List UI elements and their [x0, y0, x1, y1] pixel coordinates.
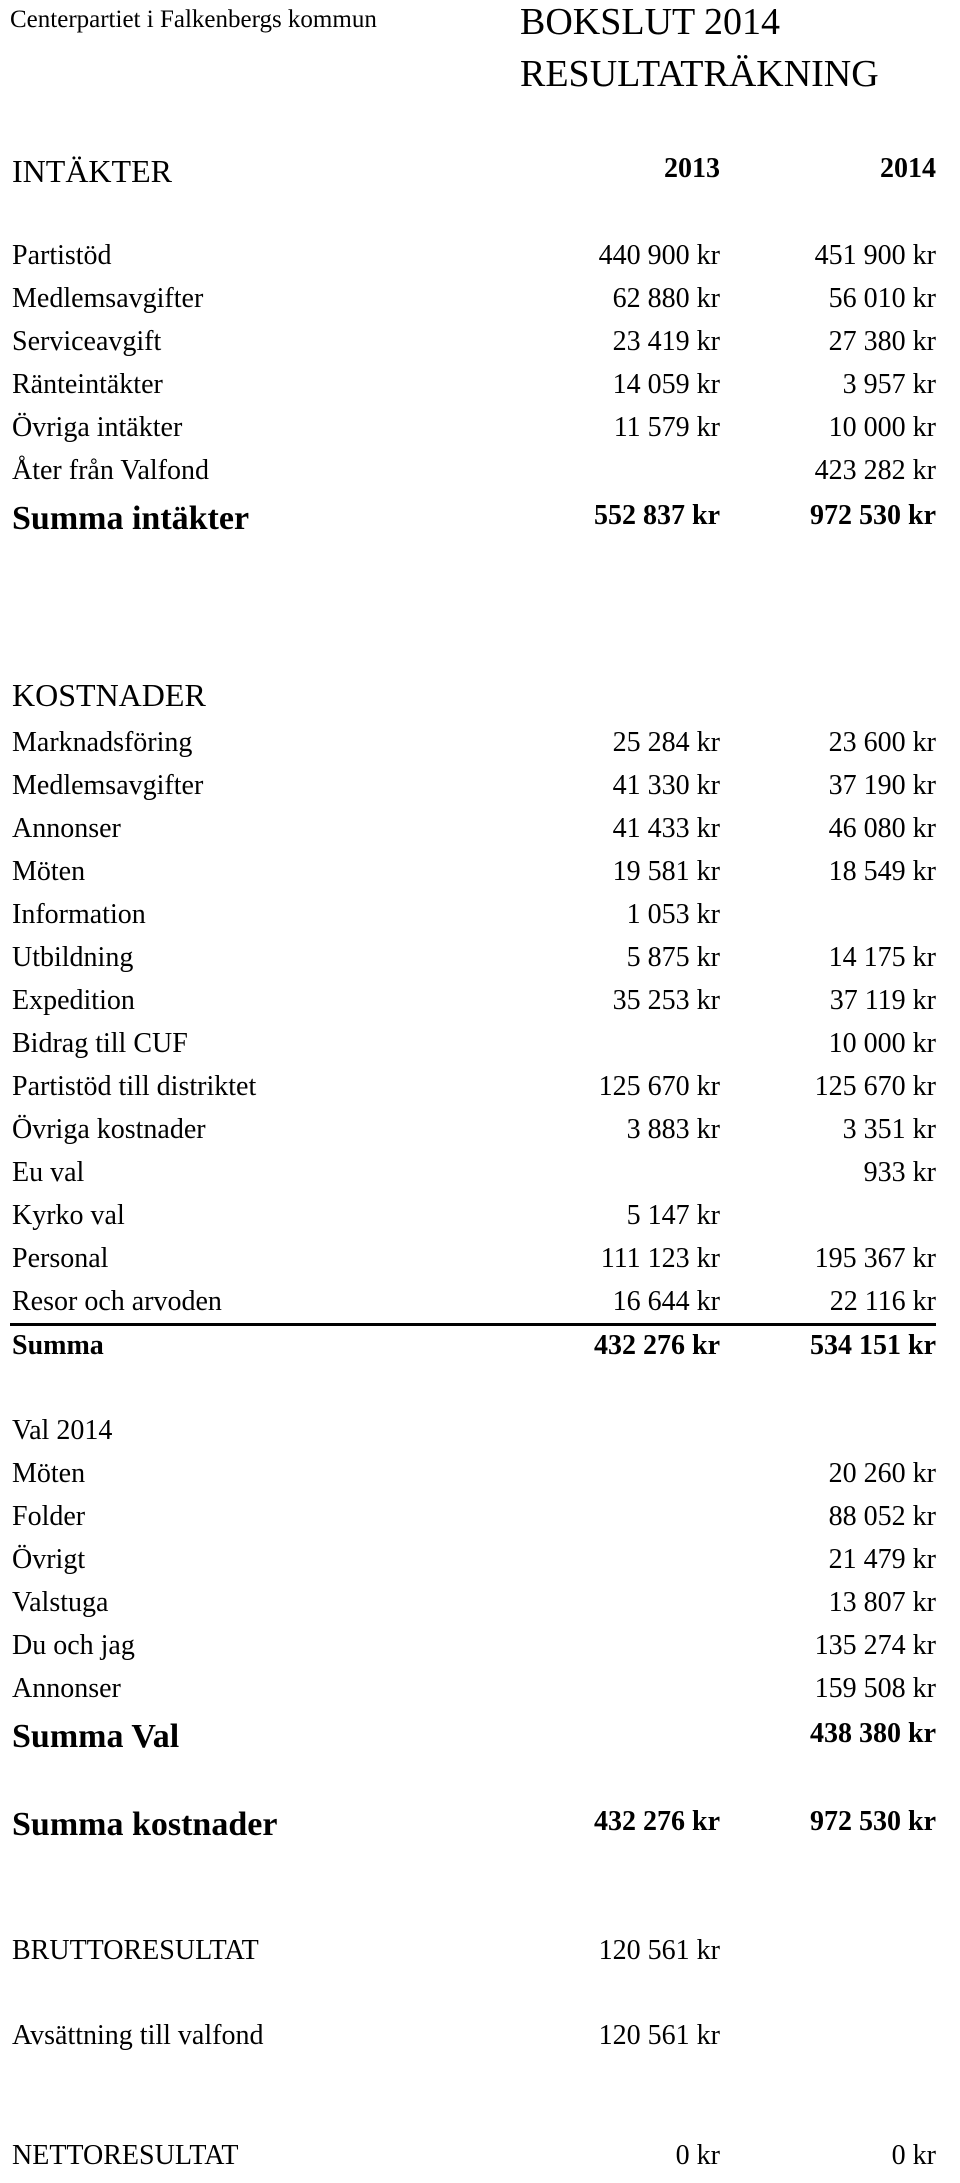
summa-kostnader-subtotal-row [0, 1330, 960, 1373]
row-label: Partistöd [12, 240, 112, 271]
table-row [0, 727, 960, 770]
row-label: Utbildning [12, 942, 134, 973]
value-2013: 432 276 kr [594, 1806, 720, 1837]
row-label: Summa intäkter [12, 500, 250, 537]
value-2013: 1 053 kr [626, 899, 720, 930]
value-2013: 14 059 kr [612, 369, 720, 400]
value-2014: 438 380 kr [810, 1718, 936, 1749]
row-label: Möten [12, 856, 86, 887]
value-2013: 111 123 kr [600, 1243, 720, 1274]
table-row [0, 942, 960, 985]
value-2014: 125 670 kr [814, 1071, 936, 1102]
column-header-2013: 2013 [664, 153, 720, 184]
row-label: Ränteintäkter [12, 369, 163, 400]
value-2014: 534 151 kr [810, 1330, 936, 1361]
value-2014: 972 530 kr [810, 500, 936, 531]
table-row [0, 813, 960, 856]
value-2014: 27 380 kr [828, 326, 936, 357]
value-2013: 5 875 kr [626, 942, 720, 973]
val-header-row [0, 1415, 960, 1458]
table-row [0, 1458, 960, 1501]
value-2014: 21 479 kr [828, 1544, 936, 1575]
table-row [0, 899, 960, 942]
section-heading-val: Val 2014 [12, 1415, 113, 1446]
value-2014: 10 000 kr [828, 1028, 936, 1059]
value-2013: 120 561 kr [598, 2020, 720, 2051]
row-label: Personal [12, 1243, 109, 1274]
table-row [0, 1673, 960, 1716]
page-subtitle: RESULTATRÄKNING [520, 53, 879, 95]
row-label: Kyrko val [12, 1200, 125, 1231]
value-2013: 0 kr [675, 2140, 720, 2171]
divider-line [10, 1323, 936, 1326]
value-2014: 0 kr [891, 2140, 936, 2171]
table-row [0, 1114, 960, 1157]
value-2014: 159 508 kr [814, 1673, 936, 1704]
table-row [0, 1157, 960, 1200]
row-label: Folder [12, 1501, 86, 1532]
row-label: Åter från Valfond [12, 455, 209, 486]
row-label: NETTORESULTAT [12, 2140, 239, 2171]
value-2014: 56 010 kr [828, 283, 936, 314]
value-2014: 37 190 kr [828, 770, 936, 801]
avsattning-row [0, 2020, 960, 2063]
table-row [0, 240, 960, 283]
value-2014: 451 900 kr [814, 240, 936, 271]
table-row [0, 985, 960, 1028]
value-2013: 35 253 kr [612, 985, 720, 1016]
value-2014: 37 119 kr [829, 985, 936, 1016]
section-heading-kostnader: KOSTNADER [12, 677, 206, 713]
value-2014: 3 957 kr [842, 369, 936, 400]
summa-kostnader-row [0, 1806, 960, 1849]
value-2013: 552 837 kr [594, 500, 720, 531]
table-row [0, 1028, 960, 1071]
row-label: Expedition [12, 985, 135, 1016]
bruttoresultat-row [0, 1935, 960, 1978]
row-label: Möten [12, 1458, 86, 1489]
value-2014: 933 kr [863, 1157, 936, 1188]
row-label: Övrigt [12, 1544, 86, 1575]
table-row [0, 770, 960, 813]
summa-val-row [0, 1718, 960, 1761]
value-2013: 41 433 kr [612, 813, 720, 844]
section-heading-intakter: INTÄKTER [12, 153, 172, 189]
value-2014: 46 080 kr [828, 813, 936, 844]
summa-intakter-row [0, 500, 960, 543]
row-label: Partistöd till distriktet [12, 1071, 257, 1102]
value-2013: 3 883 kr [626, 1114, 720, 1145]
row-label: Bidrag till CUF [12, 1028, 188, 1059]
value-2013: 23 419 kr [612, 326, 720, 357]
row-label: Serviceavgift [12, 326, 162, 357]
value-2014: 423 282 kr [814, 455, 936, 486]
table-row [0, 1200, 960, 1243]
table-row [0, 1587, 960, 1630]
value-2013: 440 900 kr [598, 240, 720, 271]
row-label: Du och jag [12, 1630, 135, 1661]
table-row [0, 283, 960, 326]
row-label: Medlemsavgifter [12, 770, 204, 801]
table-row [0, 1071, 960, 1114]
value-2014: 18 549 kr [828, 856, 936, 887]
value-2014: 88 052 kr [828, 1501, 936, 1532]
value-2013: 432 276 kr [594, 1330, 720, 1361]
value-2013: 62 880 kr [612, 283, 720, 314]
row-label: Resor och arvoden [12, 1286, 222, 1317]
table-row [0, 412, 960, 455]
row-label: Avsättning till valfond [12, 2020, 264, 2051]
row-label: BRUTTORESULTAT [12, 1935, 259, 1966]
value-2013: 25 284 kr [612, 727, 720, 758]
table-row [0, 1243, 960, 1286]
row-label: Annonser [12, 1673, 121, 1704]
value-2014: 22 116 kr [829, 1286, 936, 1317]
table-row [0, 455, 960, 498]
row-label: Summa kostnader [12, 1806, 278, 1843]
value-2013: 16 644 kr [612, 1286, 720, 1317]
row-label: Marknadsföring [12, 727, 193, 758]
value-2014: 14 175 kr [828, 942, 936, 973]
value-2014: 20 260 kr [828, 1458, 936, 1489]
table-row [0, 1630, 960, 1673]
table-row [0, 1544, 960, 1587]
row-label: Information [12, 899, 146, 930]
table-row [0, 369, 960, 412]
value-2013: 41 330 kr [612, 770, 720, 801]
row-label: Annonser [12, 813, 121, 844]
row-label: Summa [12, 1330, 104, 1361]
organization-name: Centerpartiet i Falkenbergs kommun [10, 6, 377, 33]
table-row [0, 326, 960, 369]
nettoresultat-row [0, 2140, 960, 2183]
table-row [0, 1501, 960, 1544]
value-2013: 125 670 kr [598, 1071, 720, 1102]
value-2013: 120 561 kr [598, 1935, 720, 1966]
intakter-header-row [0, 153, 960, 196]
value-2014: 13 807 kr [828, 1587, 936, 1618]
value-2014: 10 000 kr [828, 412, 936, 443]
kostnader-header-row [0, 677, 960, 720]
value-2013: 11 579 kr [613, 412, 720, 443]
row-label: Medlemsavgifter [12, 283, 204, 314]
value-2014: 3 351 kr [842, 1114, 936, 1145]
value-2014: 195 367 kr [814, 1243, 936, 1274]
page-title: BOKSLUT 2014 [520, 1, 781, 43]
value-2014: 972 530 kr [810, 1806, 936, 1837]
value-2013: 19 581 kr [612, 856, 720, 887]
column-header-2014: 2014 [880, 153, 936, 184]
value-2014: 23 600 kr [828, 727, 936, 758]
row-label: Summa Val [12, 1718, 180, 1755]
row-label: Övriga intäkter [12, 412, 183, 443]
table-row [0, 856, 960, 899]
row-label: Valstuga [12, 1587, 109, 1618]
row-label: Övriga kostnader [12, 1114, 206, 1145]
value-2014: 135 274 kr [814, 1630, 936, 1661]
row-label: Eu val [12, 1157, 85, 1188]
value-2013: 5 147 kr [626, 1200, 720, 1231]
